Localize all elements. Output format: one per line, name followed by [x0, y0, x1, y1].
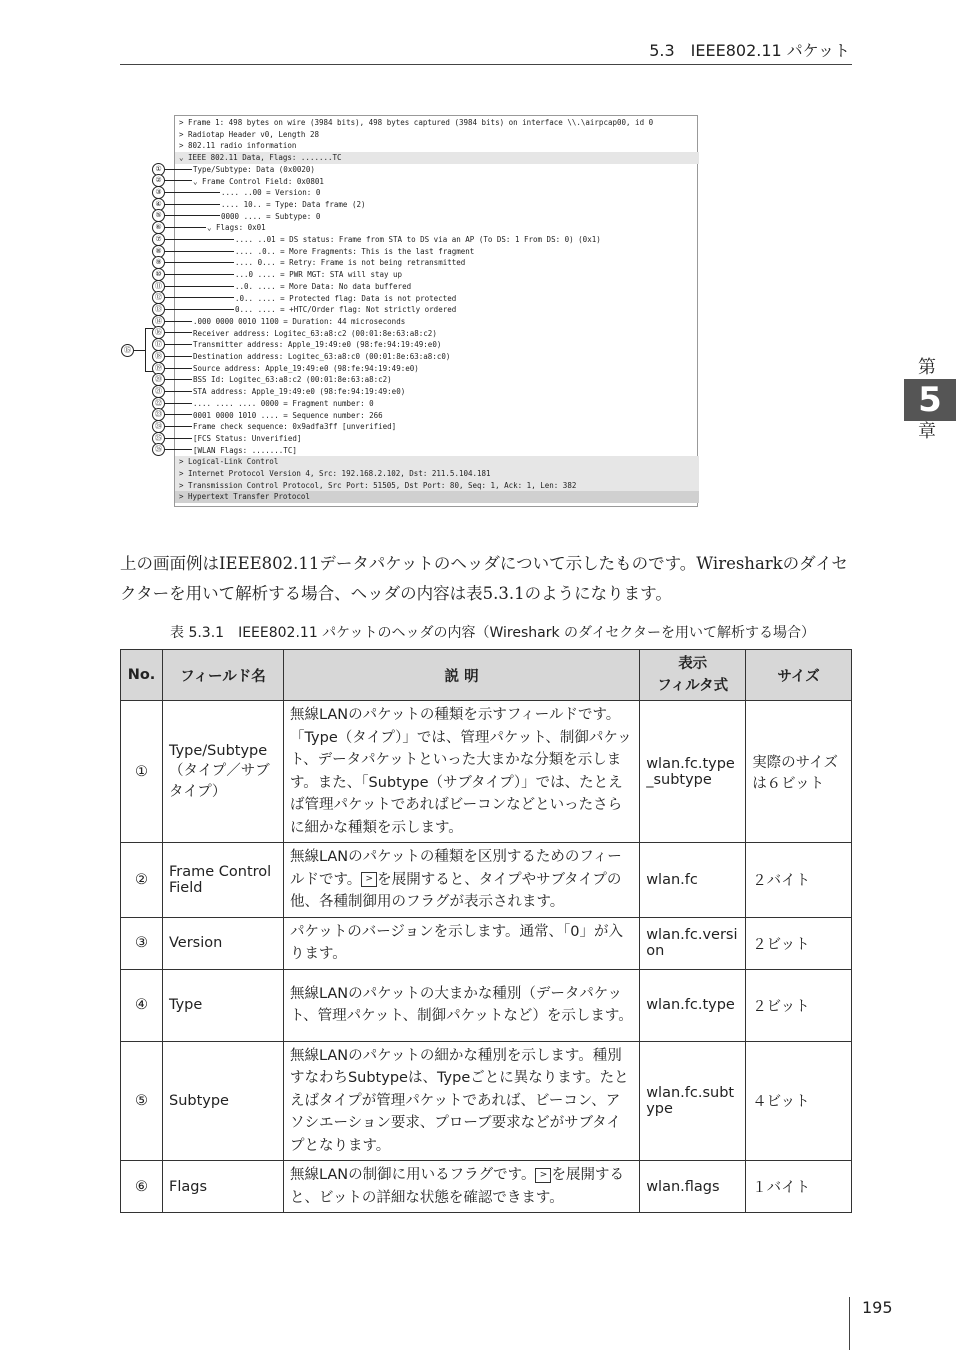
- header-fields-table: [120, 649, 852, 1213]
- cell-field: Frame Control Field: [162, 843, 283, 918]
- callout-leader: [165, 438, 192, 439]
- callout-leader: [165, 286, 234, 287]
- cell-size: 実際のサイズは６ビット: [746, 701, 852, 843]
- cell-filter: wlan.fc.subtype: [640, 1041, 746, 1161]
- callout-marker: ㉔: [152, 420, 165, 433]
- cell-size: ２バイト: [746, 843, 852, 918]
- cell-desc: 無線LANのパケットの細かな種別を示します。種別すなわちSubtypeは、Typeごとに異なります。たとえばタイプが管理パケットであれば、ビーコン、アソシエーション要求、プローブ要求などがサブタイプとなります。: [283, 1041, 639, 1161]
- cell-filter: wlan.fc.type: [640, 969, 746, 1041]
- packet-detail-row[interactable]: ⌄ Flags: 0x01: [207, 223, 266, 233]
- callout-marker: ⑲: [152, 362, 165, 375]
- callout-marker: ㉓: [152, 408, 165, 421]
- cell-no: ④: [121, 969, 163, 1041]
- callout-leader: [165, 204, 220, 205]
- chapter-tab: [898, 357, 956, 447]
- chapter-label-bottom: 章: [918, 421, 936, 442]
- callout-15-leader: [134, 350, 145, 351]
- desc-part-b: を展開すると、ビットの詳細な状態を確認できます。: [289, 1167, 624, 1206]
- callout-marker: ⑤: [152, 209, 165, 222]
- cell-filter: wlan.fc.version: [640, 917, 746, 969]
- packet-detail-row[interactable]: .... ..00 = Version: 0: [221, 188, 321, 198]
- callout-leader: [165, 251, 234, 252]
- packet-detail-row[interactable]: STA address: Apple_19:49:e0 (98:fe:94:19:49:e0): [193, 387, 406, 397]
- cell-desc: 無線LANのパケットの大まかな種別（データパケット、管理パケット、制御パケットなど）を示します。: [283, 969, 639, 1041]
- packet-detail-row[interactable]: .... .0.. = More Fragments: This is the last fragment: [235, 246, 475, 256]
- packet-detail-row[interactable]: Receiver address: Logitec_63:a8:c2 (00:01:8e:63:a8:c2): [193, 328, 437, 338]
- callout-marker: ⑥: [152, 221, 165, 234]
- packet-detail-row[interactable]: > Logical-Link Control: [175, 456, 699, 468]
- callout-leader: [165, 169, 192, 170]
- callout-marker: ⑯: [152, 326, 165, 339]
- packet-detail-row[interactable]: [FCS Status: Unverified]: [193, 433, 302, 443]
- packet-detail-row[interactable]: 0... .... = +HTC/Order flag: Not strictly ordered: [235, 305, 457, 315]
- callout-marker: ㉒: [152, 397, 165, 410]
- packet-detail-row[interactable]: ⌄ Frame Control Field: 0x0801: [193, 176, 324, 186]
- callout-marker: ⑦: [152, 233, 165, 246]
- callout-marker: ㉖: [152, 443, 165, 456]
- table-row: [121, 1041, 852, 1161]
- packet-detail-row[interactable]: > Radiotap Header v0, Length 28: [179, 129, 319, 139]
- callout-leader: [165, 321, 192, 322]
- cell-filter: wlan.fc: [640, 843, 746, 918]
- callout-leader: [165, 368, 192, 369]
- callout-marker: ④: [152, 198, 165, 211]
- packet-detail-row[interactable]: Transmitter address: Apple_19:49:e0 (98:fe:94:19:49:e0): [193, 340, 442, 350]
- cell-field: Type/Subtype（タイプ／サブタイプ）: [162, 701, 283, 843]
- cell-desc: パケットのバージョンを示します。通常、「0」が入ります。: [283, 917, 639, 969]
- cell-no: ②: [121, 843, 163, 918]
- callout-leader: [165, 297, 234, 298]
- callout-marker: ⑬: [152, 303, 165, 316]
- packet-detail-row[interactable]: Type/Subtype: Data (0x0020): [193, 164, 315, 174]
- callout-marker: ⑳: [152, 373, 165, 386]
- table-row: [121, 843, 852, 918]
- table-row: [121, 969, 852, 1041]
- col-field: フィールド名: [162, 650, 283, 701]
- callout-marker: ⑪: [152, 280, 165, 293]
- footer-rule: [849, 1297, 850, 1350]
- callout-marker: ③: [152, 186, 165, 199]
- callout-marker: ㉑: [152, 385, 165, 398]
- page-number: 195: [862, 1298, 893, 1317]
- packet-detail-row[interactable]: .... 10.. = Type: Data frame (2): [221, 199, 366, 209]
- cell-desc: [283, 1161, 639, 1213]
- packet-detail-row[interactable]: Frame check sequence: 0x9adfa3ff [unverified]: [193, 422, 397, 432]
- desc-part-b: を展開すると、タイプやサブタイプの他、各種制御用のフラグが表示されます。: [289, 871, 622, 910]
- callout-leader: [165, 414, 192, 415]
- callout-marker: ⑭: [152, 315, 165, 328]
- callout-marker: ①: [152, 163, 165, 176]
- packet-detail-row[interactable]: ...0 .... = PWR MGT: STA will stay up: [235, 270, 403, 280]
- callout-leader: [165, 426, 192, 427]
- cell-size: ２ビット: [746, 969, 852, 1041]
- packet-detail-row[interactable]: BSS Id: Logitec_63:a8:c2 (00:01:8e:63:a8:c2): [193, 375, 392, 385]
- packet-detail-row[interactable]: > Transmission Control Protocol, Src Port: 51505, Dst Port: 80, Seq: 1, Ack: 1, Len: 382: [175, 480, 699, 492]
- cell-size: ４ビット: [746, 1041, 852, 1161]
- chapter-label-top: 第: [918, 357, 936, 378]
- callout-marker: ㉕: [152, 432, 165, 445]
- col-no: No.: [121, 650, 163, 701]
- callout-leader: [165, 403, 192, 404]
- callout-marker: ⑧: [152, 245, 165, 258]
- callout-marker: ⑱: [152, 350, 165, 363]
- callout-leader: [165, 274, 234, 275]
- table-row: [121, 1161, 852, 1213]
- packet-detail-row[interactable]: [WLAN Flags: .......TC]: [193, 445, 297, 455]
- callout-leader: [165, 379, 192, 380]
- chapter-number: 5: [904, 379, 956, 421]
- address-bracket: [145, 328, 153, 372]
- cell-field: Type: [162, 969, 283, 1041]
- callout-leader: [165, 309, 234, 310]
- cell-desc: 無線LANのパケットの種類を示すフィールドです。「Type（タイプ）」では、管理パケット、制御パケット、データパケットといった大まかな分類を示します。また、「Subtype（サブタイプ）」では、たとえば管理パケットであればビーコンなどといったさらに細かな種類を示します。: [283, 701, 639, 843]
- desc-part-a: 無線LANのパケットの種類を区別するためのフィールドです。: [289, 849, 622, 888]
- packet-detail-row[interactable]: > Frame 1: 498 bytes on wire (3984 bits), 498 bytes captured (3984 bits) on interface \\.\airpcap00, id 0: [179, 118, 654, 127]
- running-header: [120, 36, 852, 65]
- packet-detail-row[interactable]: > 802.11 radio information: [179, 141, 297, 151]
- cell-desc: [283, 843, 639, 918]
- callout-marker: ⑨: [152, 256, 165, 269]
- callout-leader: [165, 332, 192, 333]
- callout-marker: ⑰: [152, 338, 165, 351]
- packet-detail-row[interactable]: Destination address: Logitec_63:a8:c0 (00:01:8e:63:a8:c0): [193, 352, 451, 361]
- callout-leader: [165, 192, 220, 193]
- cell-size: ２ビット: [746, 917, 852, 969]
- packet-detail-row[interactable]: Source address: Apple_19:49:e0 (98:fe:94:19:49:e0): [193, 363, 419, 373]
- table-row: [121, 701, 852, 843]
- packet-detail-row[interactable]: 0001 0000 1010 .... = Sequence number: 266: [193, 410, 383, 420]
- table-caption: 表 5.3.1 IEEE802.11 パケットのヘッダの内容（Wireshark のダイセクターを用いて解析する場合）: [170, 625, 816, 641]
- cell-filter: wlan.fc.type_subtype: [640, 701, 746, 843]
- desc-part-a: 無線LANの制御に用いるフラグです。: [289, 1167, 536, 1183]
- cell-field: Subtype: [162, 1041, 283, 1161]
- body-paragraph: 上の画面例はIEEE802.11データパケットのヘッダについて示したものです。Wiresharkのダイセクターを用いて解析する場合、ヘッダの内容は表5.3.1のようになります。: [120, 553, 848, 603]
- callout-leader: [165, 344, 192, 345]
- packet-detail-row[interactable]: .... .... .... 0000 = Fragment number: 0: [193, 398, 374, 408]
- col-filter: 表示 フィルタ式: [640, 650, 746, 701]
- callout-leader: [165, 262, 234, 263]
- callout-marker: ②: [152, 174, 165, 187]
- callout-leader: [165, 391, 192, 392]
- callout-leader: [165, 227, 206, 228]
- cell-no: ①: [121, 701, 163, 843]
- header-title: 5.3 IEEE802.11 パケット: [649, 41, 850, 60]
- expand-icon: >: [535, 1168, 551, 1183]
- callout-15: ⑮: [121, 344, 134, 357]
- expand-icon: >: [361, 872, 377, 887]
- table-row: [121, 917, 852, 969]
- packet-detail-row[interactable]: ..0. .... = More Data: No data buffered: [235, 281, 412, 291]
- callout-marker: ⑫: [152, 291, 165, 304]
- packet-detail-row[interactable]: 0000 .... = Subtype: 0: [221, 211, 321, 221]
- callout-leader: [165, 356, 192, 357]
- cell-no: ③: [121, 917, 163, 969]
- cell-no: ⑤: [121, 1041, 163, 1161]
- callout-leader: [165, 180, 192, 181]
- callout-leader: [165, 239, 234, 240]
- cell-field: Flags: [162, 1161, 283, 1213]
- packet-details-figure: [174, 115, 698, 507]
- packet-detail-row[interactable]: .0.. .... = Protected flag: Data is not protected: [235, 293, 457, 303]
- packet-detail-row[interactable]: > Internet Protocol Version 4, Src: 192.168.2.102, Dst: 211.5.104.181: [175, 468, 699, 480]
- callout-leader: [165, 449, 192, 450]
- cell-size: １バイト: [746, 1161, 852, 1213]
- callout-leader: [165, 215, 220, 216]
- packet-detail-row[interactable]: .... ..01 = DS status: Frame from STA to DS via an AP (To DS: 1 From DS: 0) (0x1): [235, 235, 601, 244]
- packet-detail-row[interactable]: .... 0... = Retry: Frame is not being retransmitted: [235, 258, 466, 268]
- col-size: サイズ: [746, 650, 852, 701]
- cell-field: Version: [162, 917, 283, 969]
- cell-filter: wlan.flags: [640, 1161, 746, 1213]
- callout-marker: ⑩: [152, 268, 165, 281]
- packet-detail-row[interactable]: > Hypertext Transfer Protocol: [175, 491, 699, 503]
- packet-detail-row[interactable]: .000 0000 0010 1100 = Duration: 44 microseconds: [193, 316, 406, 326]
- col-desc: 説 明: [283, 650, 639, 701]
- cell-no: ⑥: [121, 1161, 163, 1213]
- table-header-row: [121, 650, 852, 701]
- packet-detail-row[interactable]: ⌄ IEEE 802.11 Data, Flags: .......TC: [175, 152, 699, 164]
